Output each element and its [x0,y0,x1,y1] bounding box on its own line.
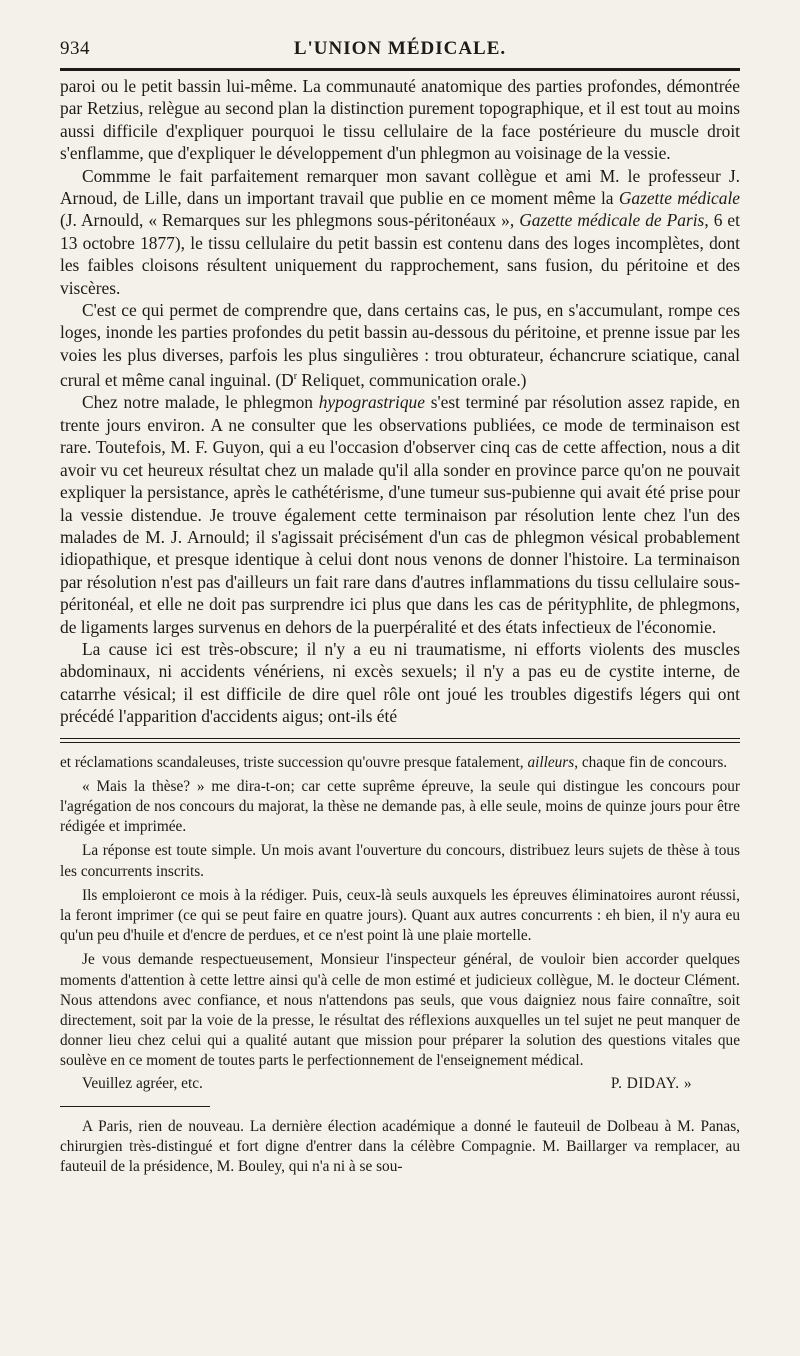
paragraph-2: Commme le fait parfaitement remarquer mon savant collègue et ami M. le professeur J. Arnoud, de Lille, dans un important travail que publie en ce moment même la Gazette médicale (J. Arnould, « Remarques sur les phlegmons sous-péritonéaux », Gazette médicale de Paris, 6 et 13 octobre 1877), le tissu cellulaire du petit bassin est contenu dans des loges incomplètes, dont les faibles cloisons résultent uniquement du rapprochement, sans fusion, du péritoine et des viscères. [60,165,740,298]
news-paragraph: A Paris, rien de nouveau. La dernière élection académique a donné le fauteuil de Dolbeau à M. Panas, chirurgien très-distingué et fort digne d'entrer dans la célèbre Compagnie. M. Baillarger va remplacer, au fauteuil de la présidence, M. Bouley, qui n'a ni à se sou- [60,1117,740,1176]
paragraph-3: C'est ce qui permet de comprendre que, dans certains cas, le pus, en s'accumulant, rompe ces loges, inonde les parties profondes du petit bassin au-dessous du péritoine, et prenne issue par les voies les plus diverses, parfois les plus singulières : trou obturateur, échancrure sciatique, canal crural et même canal inguinal. ($D^r$ Reliquet, communication orale.) [60,300,740,391]
paragraph-4: Chez notre malade, le phlegmon hypograstrique s'est terminé par résolution assez rapide, en trente jours environ. A ne consulter que les observations publiées, ce mode de terminaison est rare. Toutefois, M. F. Guyon, qui a eu l'occasion d'observer cinq cas de cette affection, nous a dit avoir vu cet heureux résultat chez un malade qu'il alla sonder en province parce qu'on ne pouvait expliquer la persistance, après le cathétérisme, d'une tumeur sus-pubienne qui avait été prise pour la vessie distendue. Je trouve également cette terminaison par résolution lente chez l'un des malades de M. J. Arnould; il s'agissait précisément d'un cas de phlegmon vésical probablement idiopathique, et presque identique à celui dont nous venons de donner l'histoire. La terminaison par résolution n'est pas d'ailleurs un fait rare dans d'autres inflammations du tissu cellulaire sous-péritonéal, et elle ne doit pas surprendre ici plus que dans les cas de pérityphlite, de phlegmons, de ligaments larges survenus en dehors de la puerpéralité et des états infectieux de l'économie. [60,392,740,637]
section-rule [60,1106,210,1107]
feuilleton-paragraph-5: Je vous demande respectueusement, Monsieur l'inspecteur général, de vouloir bien accorder quelques moments d'attention à cette lettre ainsi qu'à celle de mon estimé et judicieux collègue, M. le docteur Clément. Nous attendons avec confiance, et nous n'attendons pas seuls, que vous daigniez nous faire connaître, soit directement, soit par la voie de la presse, le résultat des réflexions auxquelles un tel sujet ne peut manquer de donner lieu chez celui qui a qualité autant que mission pour préparer la solution des questions vitales que soulève en ce moment de toutes parts le perfectionnement de l'enseignement médical. [60,951,740,1070]
running-title: L'UNION MÉDICALE. [293,38,507,59]
journal-page [60,30,740,1181]
closing-formula: Veuillez agréer, etc. [82,1074,203,1092]
main-article [60,75,740,728]
feuilleton [60,753,740,1178]
page-number: 934 [60,38,90,59]
feuilleton-paragraph-2: « Mais la thèse? » me dira-t-on; car cette suprême épreuve, la seule qui distingue les concours pour l'agrégation de nos concours du majorat, la thèse ne demande pas, à elle seule, moins de quinze jours pour être rédigée et imprimée. [60,777,740,836]
feuilleton-divider [60,738,740,743]
page-header [60,30,740,64]
header-rule [60,68,740,71]
feuilleton-paragraph-4: Ils emploieront ce mois à la rédiger. Puis, ceux-là seuls auxquels les épreuves éliminatoires auront réussi, la feront imprimer (ce qui se peut faire en quatre jours). Quant aux autres concurrents : eh bien, il n'y aura eu qu'un peu d'huile et d'encre de perdues, et ce n'est point là une plaie mortelle. [60,886,740,945]
feuilleton-paragraph-3: La réponse est toute simple. Un mois avant l'ouverture du concours, distribuez leurs sujets de thèse à tous les concurrents inscrits. [60,842,740,880]
paragraph-5: La cause ici est très-obscure; il n'y a eu ni traumatisme, ni efforts violents des muscles abdominaux, ni accidents vénériens, ni excès sexuels; il n'y a pas eu de cystite interne, de catarrhe vésical; il est difficile de dire quel rôle ont joué les troubles digestifs légers qui ont précédé l'apparition d'accidents aigus; ont-ils été [60,638,740,727]
letter-signoff [60,1074,740,1094]
signature: P. DIDAY. » [610,1074,692,1092]
feuilleton-paragraph-1: et réclamations scandaleuses, triste succession qu'ouvre presque fatalement, ailleurs, chaque fin de concours. [60,753,728,771]
paragraph-1: paroi ou le petit bassin lui-même. La communauté anatomique des parties profondes, démontrée par Retzius, relègue au second plan la distinction purement topographique, et il est tout au moins aussi difficile d'expliquer pourquoi le tissu cellulaire de la face postérieure du muscle droit s'enflamme, que d'expliquer le développement d'un phlegmon au voisinage de la vessie. [60,76,740,164]
